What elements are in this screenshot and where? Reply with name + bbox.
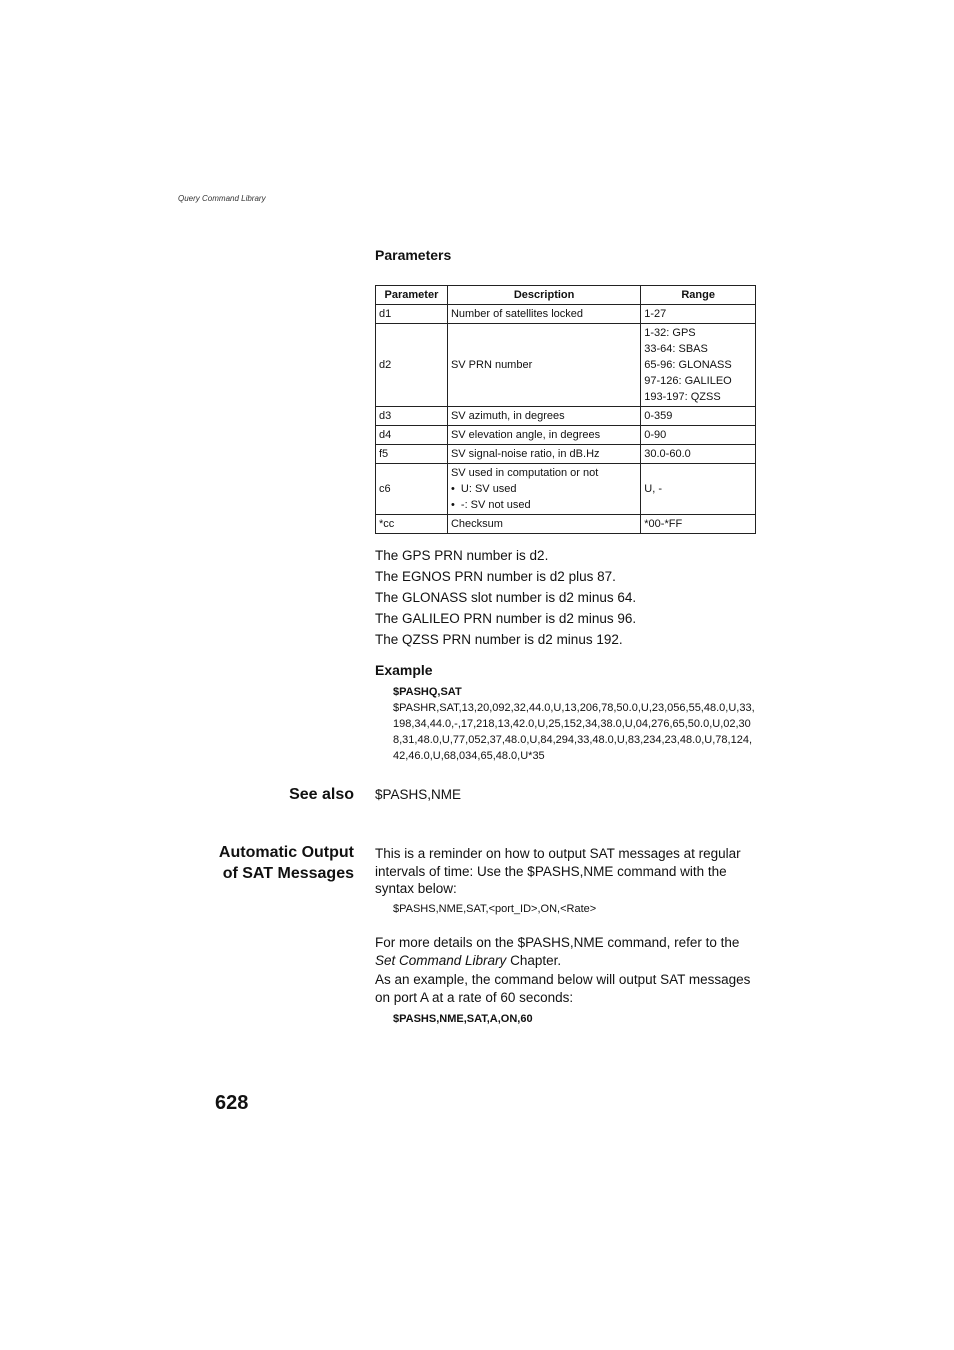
- parameters-table: [375, 285, 756, 534]
- parameter-cell: d1: [376, 305, 448, 324]
- nme-example-command: $PASHS,NME,SAT,A,ON,60: [393, 1013, 533, 1025]
- paragraph-2-text-after: Chapter.: [506, 952, 562, 968]
- parameter-cell: c6: [376, 464, 448, 515]
- automatic-output-heading: [219, 842, 354, 884]
- description-line: SV used in computation or not: [450, 467, 599, 479]
- example-heading: Example: [375, 662, 433, 678]
- range-line: 1-32: GPS: [644, 327, 696, 339]
- automatic-output-heading-line1: Automatic Output: [218, 844, 354, 861]
- description-line: • U: SV used: [451, 481, 637, 497]
- table-header-row: [376, 286, 756, 305]
- range-line: 193-197: QZSS: [644, 391, 721, 403]
- range-cell: [641, 407, 756, 426]
- nme-syntax: $PASHS,NME,SAT,<port_ID>,ON,<Rate>: [393, 903, 597, 915]
- table-row: [376, 445, 756, 464]
- description-cell: [447, 305, 640, 324]
- parameter-cell: *cc: [376, 515, 448, 534]
- running-header: Query Command Library: [178, 194, 266, 203]
- set-command-library-reference: Set Command Library: [375, 952, 507, 968]
- description-cell: [447, 464, 640, 515]
- description-cell: [447, 324, 640, 407]
- note-egnos: The EGNOS PRN number is d2 plus 87.: [375, 569, 616, 584]
- parameter-cell: d2: [376, 324, 448, 407]
- table-row: [376, 305, 756, 324]
- description-line: SV azimuth, in degrees: [450, 410, 565, 422]
- range-cell: [641, 515, 756, 534]
- prn-notes: [375, 545, 760, 650]
- auto-output-paragraph-2: [375, 934, 760, 969]
- parameter-cell: d4: [376, 426, 448, 445]
- note-galileo: The GALILEO PRN number is d2 minus 96.: [375, 611, 637, 626]
- auto-output-paragraph-3: As an example, the command below will output SAT messages on port A at a rate of 60 seconds:: [375, 972, 751, 1005]
- range-line: 97-126: GALILEO: [644, 375, 732, 387]
- range-line: 30.0-60.0: [644, 448, 691, 460]
- table-row: [376, 407, 756, 426]
- example-command: $PASHQ,SAT: [393, 686, 462, 698]
- range-cell: [641, 324, 756, 407]
- description-line: SV signal-noise ratio, in dB.Hz: [450, 448, 600, 460]
- column-header-range: Range: [641, 286, 756, 305]
- range-line: 33-64: SBAS: [644, 343, 708, 355]
- column-header-description: Description: [447, 286, 640, 305]
- range-line: *00-*FF: [644, 518, 683, 530]
- table-row: [376, 464, 756, 515]
- parameter-cell: d3: [376, 407, 448, 426]
- table-row: [376, 324, 756, 407]
- description-cell: [447, 445, 640, 464]
- range-line: 0-359: [644, 410, 673, 422]
- range-line: U, -: [644, 483, 662, 495]
- description-line: SV elevation angle, in degrees: [450, 429, 601, 441]
- see-also-link[interactable]: $PASHS,NME: [375, 787, 462, 802]
- range-cell: [641, 464, 756, 515]
- note-gps: The GPS PRN number is d2.: [375, 548, 549, 563]
- page-number: 628: [215, 1092, 249, 1114]
- description-line: • -: SV not used: [451, 497, 637, 513]
- table-row: [376, 515, 756, 534]
- description-cell: [447, 407, 640, 426]
- example-response: $PASHR,SAT,13,20,092,32,44.0,U,13,206,78,50.0,U,23,056,55,48.0,U,33,198,34,44.0,-,17,218,13,42.0,U,25,152,34,38.0,U,04,276,65,50.0,U,02,308,31,48.0,U,77,052,37,48.0,U,84,294,33,48.0,U,83,234,23,48.0,U,78,124,42,46.0,U,68,034,65,48.0,U*35: [393, 702, 755, 762]
- range-cell: [641, 305, 756, 324]
- automatic-output-heading-line2: of SAT Messages: [222, 865, 354, 882]
- auto-output-paragraph-1: This is a reminder on how to output SAT messages at regular intervals of time: Use the $PASHS,NME command with the syntax below:: [375, 846, 741, 896]
- parameters-heading: Parameters: [375, 247, 452, 263]
- note-qzss: The QZSS PRN number is d2 minus 192.: [375, 632, 623, 647]
- table-row: [376, 426, 756, 445]
- description-line: Number of satellites locked: [450, 308, 583, 320]
- range-line: 1-27: [644, 308, 667, 320]
- range-cell: [641, 426, 756, 445]
- description-cell: [447, 515, 640, 534]
- paragraph-2-text-before: For more details on the $PASHS,NME command, refer to the: [375, 935, 740, 950]
- description-cell: [447, 426, 640, 445]
- note-glonass: The GLONASS slot number is d2 minus 64.: [375, 590, 637, 605]
- see-also-heading: See also: [289, 786, 354, 803]
- description-line: SV PRN number: [450, 359, 533, 371]
- range-cell: [641, 445, 756, 464]
- range-line: 65-96: GLONASS: [644, 359, 732, 371]
- column-header-parameter: Parameter: [376, 286, 448, 305]
- range-line: 0-90: [644, 429, 667, 441]
- parameter-cell: f5: [376, 445, 448, 464]
- description-line: Checksum: [450, 518, 503, 530]
